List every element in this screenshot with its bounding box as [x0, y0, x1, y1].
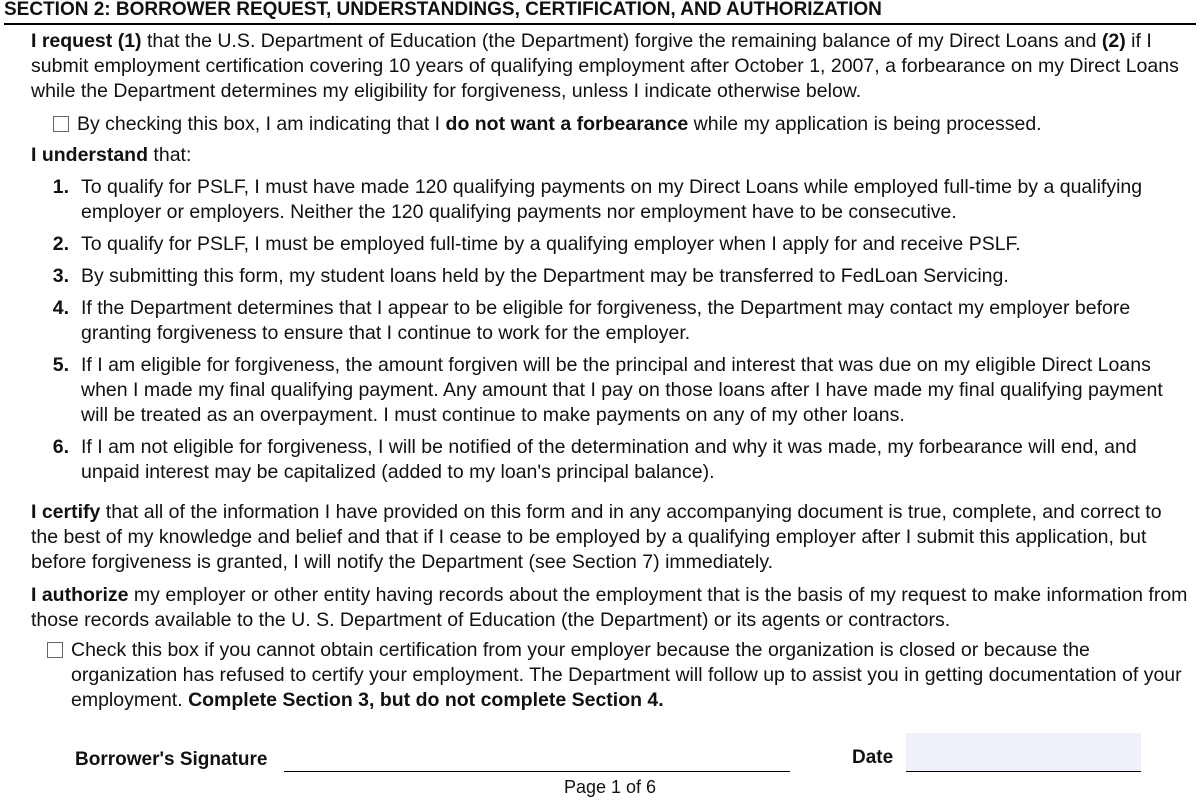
- list-number: 1.: [52, 176, 69, 198]
- signature-label: Borrower's Signature: [75, 749, 268, 770]
- authorize-paragraph: [31, 583, 1191, 633]
- list-item: [33, 296, 1185, 346]
- forbearance-text-bold: do not want a forbearance: [445, 113, 689, 135]
- employer-closed-text-bold: Complete Section 3, but do not complete Section 4.: [188, 689, 664, 711]
- list-text: If I am not eligible for forgiveness, I will be notified of the determination and why it was made, my forbearance will end, and unpaid interest may be capitalized (added to my loan's principal balance).: [81, 436, 1137, 483]
- request-item1-text: that the U.S. Department of Education (the Department) forgive the remaining balance of my Direct Loans and: [141, 30, 1102, 52]
- forbearance-text-before: By checking this box, I am indicating that I: [77, 113, 446, 135]
- certify-lead: I certify: [31, 501, 101, 523]
- employer-closed-checkbox[interactable]: [47, 642, 63, 658]
- list-item: [33, 232, 1185, 257]
- list-text: If I am eligible for forgiveness, the amount forgiven will be the principal and interest that was due on my eligible Direct Loans when I made my final qualifying payment. Any amount that I pay on those loans after I have made my final qualifying payment will be treated as an overpayment. I must continue to make payments on any of my other loans.: [81, 354, 1163, 426]
- forbearance-option-label: [77, 112, 1042, 137]
- understand-list: [33, 175, 1185, 492]
- list-item: [33, 435, 1185, 485]
- list-text: If the Department determines that I appear to be eligible for forgiveness, the Department may contact my employer before granting forgiveness to ensure that I continue to work for the employer.: [81, 297, 1131, 344]
- employer-closed-text: Check this box if you cannot obtain certification from your employer because the organization is closed or because the organization has refused to certify your employment. The Department will follow up to assist you in getting documentation of your employment.: [71, 639, 1182, 711]
- date-label: Date: [852, 747, 894, 768]
- list-number: 6.: [52, 436, 69, 458]
- list-text: By submitting this form, my student loans held by the Department may be transferred to FedLoan Servicing.: [81, 265, 1009, 287]
- date-field[interactable]: [906, 733, 1141, 772]
- request-paragraph: [31, 29, 1181, 104]
- page-number: Page 1 of 6: [563, 777, 657, 797]
- request-item2-marker: (2): [1101, 30, 1126, 52]
- list-number: 4.: [52, 297, 69, 319]
- request-item1-marker: (1): [117, 30, 142, 52]
- list-item: [33, 353, 1185, 428]
- list-text: To qualify for PSLF, I must have made 120 qualifying payments on my Direct Loans while employed full-time by a qualifying employer or employers. Neither the 120 qualifying payments nor employment have to be consecutive.: [81, 176, 1143, 223]
- list-number: 3.: [52, 265, 69, 287]
- list-text: To qualify for PSLF, I must be employed full-time by a qualifying employer when I apply for and receive PSLF.: [81, 233, 1021, 255]
- authorize-lead: I authorize: [31, 584, 129, 606]
- section-title: SECTION 2: BORROWER REQUEST, UNDERSTANDINGS, CERTIFICATION, AND AUTHORIZATION: [4, 0, 1196, 25]
- list-item: [33, 175, 1185, 225]
- understand-heading: [31, 143, 1181, 168]
- signature-line[interactable]: [284, 771, 790, 772]
- no-forbearance-checkbox[interactable]: [53, 116, 69, 132]
- certify-paragraph: [31, 500, 1191, 575]
- list-item: [33, 264, 1185, 289]
- list-number: 2.: [52, 233, 69, 255]
- request-item2-text: if I submit employment certification covering 10 years of qualifying employment after October 1, 2007, a forbearance on my Direct Loans while the Department determines my eligibility for forgiveness, unless I indicate otherwise below.: [31, 30, 1179, 102]
- forbearance-option: [53, 112, 1173, 137]
- employer-closed-label: [71, 638, 1182, 713]
- forbearance-text-after: while my application is being processed.: [688, 113, 1042, 135]
- request-lead: I request: [31, 30, 113, 52]
- authorize-text: my employer or other entity having records about the employment that is the basis of my request to make information from those records available to the U. S. Department of Education (the Department) or its agents or contractors.: [31, 584, 1188, 631]
- list-number: 5.: [52, 354, 69, 376]
- certify-text: that all of the information I have provided on this form and in any accompanying document is true, complete, and correct to the best of my knowledge and belief and that if I cease to be employed by a qualifying employer after I submit this application, but before forgiveness is granted, I will notify the Department (see Section 7) immediately.: [31, 501, 1162, 573]
- understand-tail: that:: [148, 144, 192, 166]
- understand-lead: I understand: [31, 144, 149, 166]
- employer-closed-option: [47, 638, 1182, 713]
